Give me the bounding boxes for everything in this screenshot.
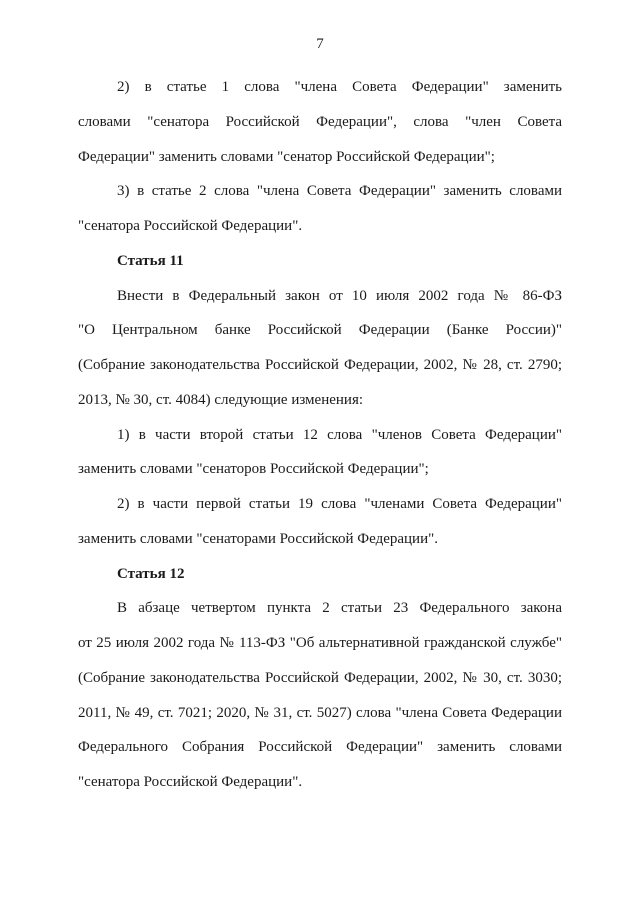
paragraph-line: 1) в части второй статьи 12 слова "членов Совета Федерации"	[117, 427, 562, 443]
article-heading: Статья 11	[117, 253, 184, 269]
paragraph-line: 3) в статье 2 слова "члена Совета Федерации" заменить словами	[117, 183, 562, 199]
paragraph-line: 2013, № 30, ст. 4084) следующие изменения:	[78, 392, 364, 408]
paragraph-line: "сенатора Российской Федерации".	[78, 218, 303, 234]
paragraph-line: 2011, № 49, ст. 7021; 2020, № 31, ст. 5027) слова "члена Совета Федерации	[78, 705, 562, 721]
paragraph-line: заменить словами "сенаторов Российской Федерации";	[78, 461, 429, 477]
paragraph-line: словами "сенатора Российской Федерации", слова "член Совета	[78, 114, 562, 130]
paragraph-line: Федерации" заменить словами "сенатор Российской Федерации";	[78, 149, 495, 165]
paragraph-line: (Собрание законодательства Российской Федерации, 2002, № 30, ст. 3030;	[78, 670, 562, 686]
paragraph-line: В абзаце четвертом пункта 2 статьи 23 Федерального закона	[117, 600, 562, 616]
page-number: 7	[316, 36, 324, 52]
paragraph-line: (Собрание законодательства Российской Федерации, 2002, № 28, ст. 2790;	[78, 357, 562, 373]
article-heading: Статья 12	[117, 566, 185, 582]
paragraph-line: 2) в статье 1 слова "члена Совета Федерации" заменить	[117, 79, 562, 95]
paragraph-line: заменить словами "сенаторами Российской Федерации".	[78, 531, 438, 547]
paragraph-line: "О Центральном банке Российской Федерации (Банке России)"	[78, 322, 562, 338]
paragraph-line: 2) в части первой статьи 19 слова "членами Совета Федерации"	[117, 496, 562, 512]
paragraph-line: от 25 июля 2002 года № 113-ФЗ "Об альтернативной гражданской службе"	[78, 635, 562, 651]
paragraph-line: Федерального Собрания Российской Федерации" заменить словами	[78, 739, 562, 755]
paragraph-line: "сенатора Российской Федерации".	[78, 774, 303, 790]
paragraph-line: Внести в Федеральный закон от 10 июля 2002 года № 86-ФЗ	[117, 288, 562, 304]
